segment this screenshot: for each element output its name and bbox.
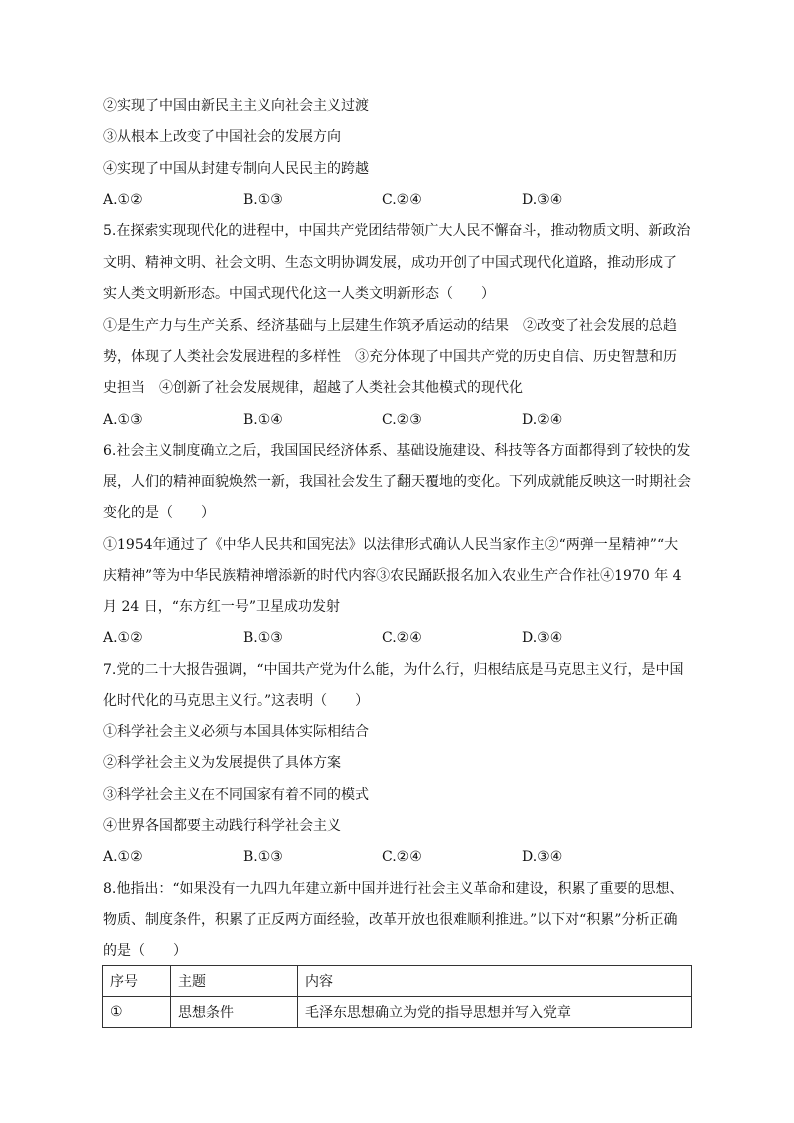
- q7-statement-1: ①科学社会主义必须与本国具体实际相结合: [103, 724, 369, 740]
- q5-option-a: A.①③: [103, 412, 143, 428]
- q5-stem-line-3: 实人类文明新形态。中国式现代化这一人类文明新形态（ ）: [103, 286, 495, 302]
- table-header-cell: 序号: [103, 966, 171, 997]
- q6-stem-line-3: 变化的是（ ）: [103, 505, 215, 521]
- table-cell: 毛泽东思想确立为党的指导思想并写入党章: [298, 997, 692, 1028]
- q6-stem-line-1: 6.社会主义制度确立之后，我国国民经济体系、基础设施建设、科技等各方面都得到了较快的发: [103, 443, 691, 459]
- q7-option-a: A.①②: [103, 849, 143, 865]
- q5-options: [103, 410, 703, 430]
- table-header-row: [103, 966, 692, 997]
- q8-stem-line-1: 8.他指出：“如果没有一九四九年建立新中国并进行社会主义革命和建设，积累了重要的思想、: [103, 881, 684, 897]
- q4-statement-4: ④实现了中国从封建专制向人民民主的跨越: [103, 161, 369, 177]
- q6-option-a: A.①②: [103, 630, 143, 646]
- q7-stem-line-1: 7.党的二十大报告强调，“中国共产党为什么能，为什么行，归根结底是马克思主义行，是中国: [103, 662, 684, 678]
- table-cell: 思想条件: [171, 997, 298, 1028]
- table-row: [103, 997, 692, 1028]
- q7-option-d: D.③④: [522, 849, 563, 865]
- q5-statements-line-2: 势，体现了人类社会发展进程的多样性 ③充分体现了中国共产党的历史自信、历史智慧和历: [103, 349, 677, 365]
- q4-option-c: C.②④: [382, 192, 422, 208]
- q7-options: [103, 847, 703, 867]
- q5-statements-line-1: ①是生产力与生产关系、经济基础与上层建生作筑矛盾运动的结果 ②改变了社会发展的总趋: [103, 318, 677, 334]
- q6-statements-line-3: 月 24 日，“东方红一号”卫星成功发射: [103, 599, 341, 615]
- q6-statements-line-2: 庆精神”等为中华民族精神增添新的时代内容③农民踊跃报名加入农业生产合作社④1970 年 4: [103, 568, 682, 584]
- q6-statements-line-1: ①1954年通过了《中华人民共和国宪法》以法律形式确认人民当家作主②“两弹一星精神”“大: [103, 537, 679, 553]
- q5-stem-line-1: 5.在探索实现现代化的进程中，中国共产党团结带领广大人民不懈奋斗，推动物质文明、新政治: [103, 223, 691, 239]
- q6-options: [103, 628, 703, 648]
- q7-option-b: B.①③: [243, 849, 283, 865]
- q7-statement-2: ②科学社会主义为发展提供了具体方案: [103, 755, 341, 771]
- q5-option-d: D.②④: [522, 412, 563, 428]
- q5-statements-line-3: 史担当 ④创新了社会发展规律，超越了人类社会其他模式的现代化: [103, 380, 523, 396]
- q4-statement-3: ③从根本上改变了中国社会的发展方向: [103, 129, 341, 145]
- q7-statement-4: ④世界各国都要主动践行科学社会主义: [103, 818, 341, 834]
- q4-options: [103, 190, 703, 210]
- q5-option-b: B.①④: [243, 412, 283, 428]
- q8-table: [102, 965, 692, 1028]
- q4-option-b: B.①③: [243, 192, 283, 208]
- q8-stem-line-2: 物质、制度条件，积累了正反两方面经验，改革开放也很难顺利推进。”以下对“积累”分析正确: [103, 912, 678, 928]
- q6-option-d: D.③④: [522, 630, 563, 646]
- q5-stem-line-2: 文明、精神文明、社会文明、生态文明协调发展，成功开创了中国式现代化道路，推动形成了: [103, 255, 677, 271]
- table-cell: ①: [103, 997, 171, 1028]
- q7-option-c: C.②④: [382, 849, 422, 865]
- q8-stem-line-3: 的是（ ）: [103, 943, 187, 959]
- q6-stem-line-2: 展，人们的精神面貌焕然一新，我国社会发生了翻天覆地的变化。下列成就能反映这一时期社会: [103, 474, 691, 490]
- q6-option-b: B.①③: [243, 630, 283, 646]
- q6-option-c: C.②④: [382, 630, 422, 646]
- table-header-cell: 主题: [171, 966, 298, 997]
- q4-option-d: D.③④: [522, 192, 563, 208]
- table-header-cell: 内容: [298, 966, 692, 997]
- q7-stem-line-2: 化时代化的马克思主义行。”这表明（ ）: [103, 693, 370, 709]
- q5-option-c: C.②③: [382, 412, 422, 428]
- q4-option-a: A.①②: [103, 192, 143, 208]
- q4-statement-2: ②实现了中国由新民主主义向社会主义过渡: [103, 98, 369, 114]
- q7-statement-3: ③科学社会主义在不同国家有着不同的模式: [103, 787, 369, 803]
